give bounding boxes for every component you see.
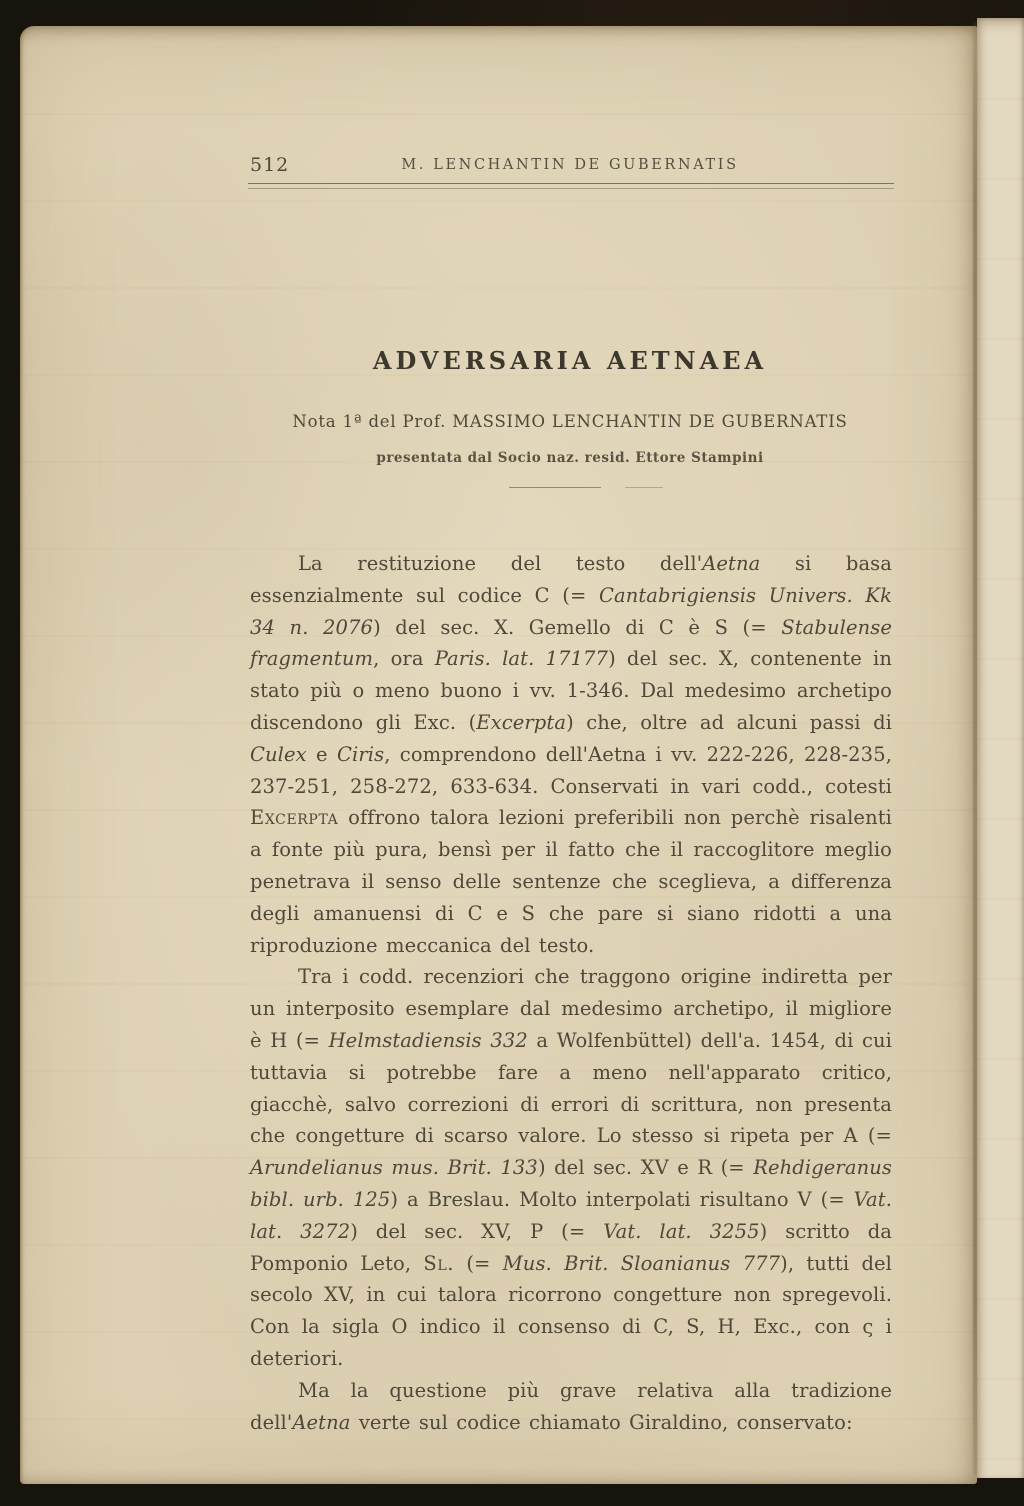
body-text <box>250 548 892 1438</box>
running-header: M. LENCHANTIN DE GUBERNATIS <box>401 157 739 173</box>
article-title: ADVERSARIA AETNAEA <box>372 346 768 375</box>
page-sheet <box>20 26 977 1484</box>
page-number: 512 <box>250 154 290 176</box>
header-rule <box>248 183 894 189</box>
running-head-row <box>250 154 890 180</box>
gutter-crease <box>973 22 977 1474</box>
paragraph: Ma la questione più grave relativa alla tradizione dell'Aetna verte sul codice chiamato Giraldino, conservato: <box>250 1378 892 1434</box>
next-page-edge <box>977 18 1024 1478</box>
divider-rule <box>509 487 601 488</box>
paragraph: Tra i codd. recenziori che traggono origine indiretta per un interposito esemplare dal medesimo archetipo, il migliore è H (= Helmstadiensis 332 a Wolfenbüttel) dell'a. 1454, di cui tuttavia si potrebbe fare a meno nell'apparato critico, giacchè, salvo correzioni di errori di scrittura, non presenta che congetture di scarso valore. Lo stesso si ripeta per A (= Arundelianus mus. Brit. 133) del sec. XV e R (= Rehdigeranus bibl. urb. 125) a Breslau. Molto interpolati risultano V (= Vat. lat. 3272) del sec. XV, P (= Vat. lat. 3255) scritto da Pomponio Leto, Sl. (= Mus. Brit. Sloanianus 777), tutti del secolo XV, in cui talora ricorrono congetture non spregevoli. Con la sigla O indico il consenso di C, S, H, Exc., con ς i deteriori. <box>250 965 893 1370</box>
article-presenter: presentata dal Socio naz. resid. Ettore Stampini <box>376 450 764 466</box>
paragraph: La restituzione del testo dell'Aetna si basa essenzialmente sul codice C (= Cantabrigiensis Univers. Kk 34 n. 2076) del sec. X. Gemello di C è S (= Stabulense fragmentum, ora Paris. lat. 17177) del sec. X, contenente in stato più o meno buono i vv. 1-346. Dal medesimo archetipo discendono gli Exc. (Excerpta) che, oltre ad alcuni passi di Culex e Ciris, comprendono dell'Aetna i vv. 222-226, 228-235, 237-251, 258-272, 633-634. Conservati in vari codd., cotesti Excerpta offrono talora lezioni preferibili non perchè risalenti a fonte più pura, bensì per il fatto che il raccoglitore meglio penetrava il senso delle sentenze che sceglieva, a differenza degli amanuensi di C e S che pare si siano ridotti a una riproduzione meccanica del testo. <box>250 552 893 957</box>
article-subtitle: Nota 1ª del Prof. MASSIMO LENCHANTIN DE GUBERNATIS <box>292 412 848 431</box>
